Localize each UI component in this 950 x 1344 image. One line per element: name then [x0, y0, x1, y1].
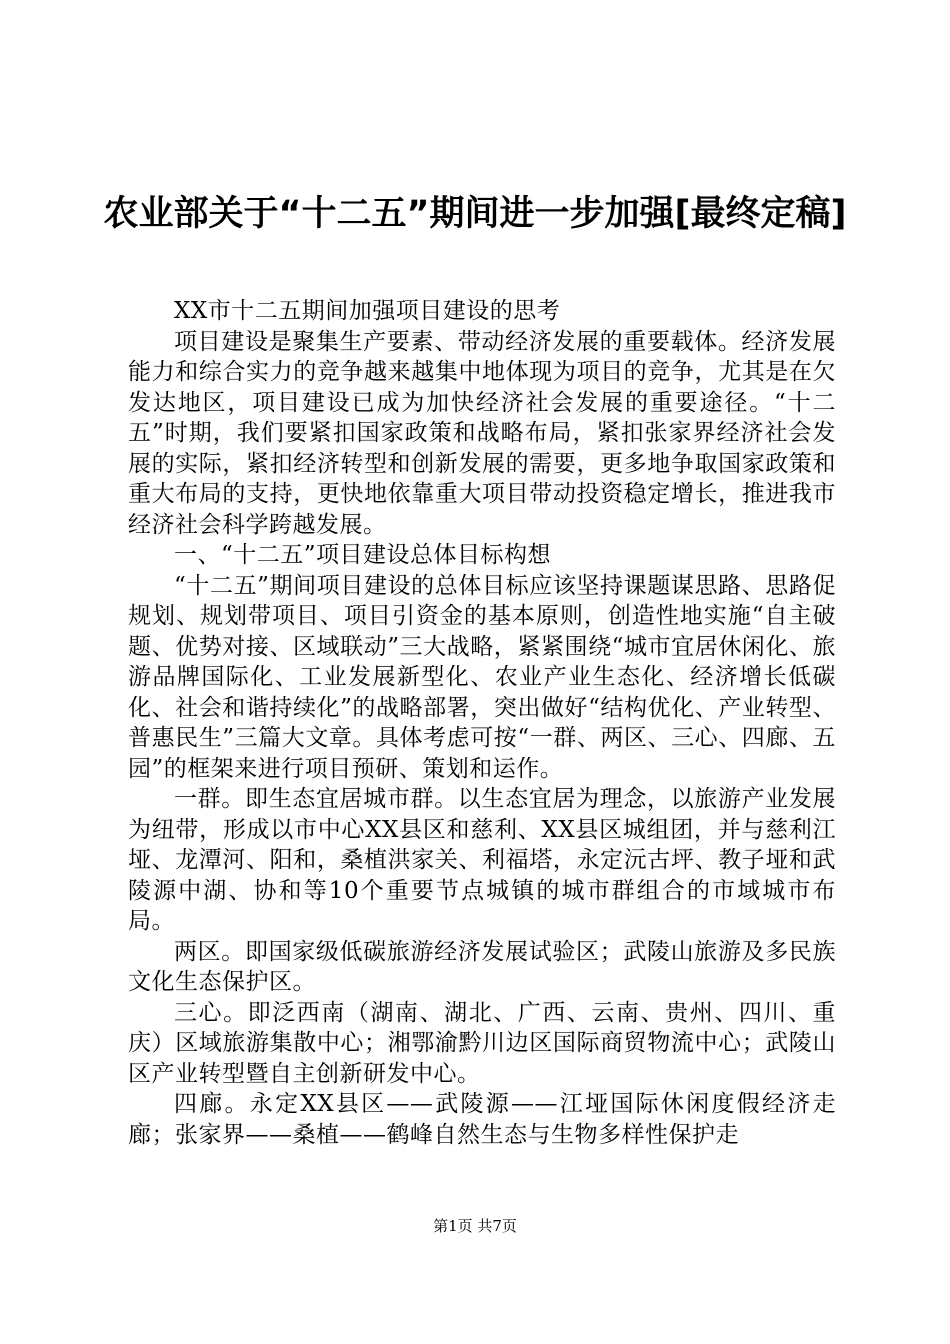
paragraph-overall-goal: “十二五”期间项目建设的总体目标应该坚持课题谋思路、思路促规划、规划带项目、项目引资金的基本原则，创造性地实施“自主破题、优势对接、区域联动”三大战略，紧紧围绕“城市宜居休闲化、旅游品牌国际化、工业发展新型化、农业产业生态化、经济增长低碳化、社会和谐持续化”的战略部署，突出做好“结构优化、产业转型、普惠民生”三篇大文章。具体考虑可按“一群、两区、三心、四廊、五园”的框架来进行项目预研、策划和运作。 — [128, 572, 836, 782]
document-body — [128, 296, 836, 1150]
document-subtitle: XX市十二五期间加强项目建设的思考 — [174, 298, 561, 324]
paragraph-three-centers: 三心。即泛西南（湖南、湖北、广西、云南、贵州、四川、重庆）区域旅游集散中心；湘鄂渝黔川边区国际商贸物流中心；武陵山区产业转型暨自主创新研发中心。 — [128, 999, 836, 1087]
paragraph-intro: 项目建设是聚集生产要素、带动经济发展的重要载体。经济发展能力和综合实力的竞争越来越集中地体现为项目的竞争，尤其是在欠发达地区，项目建设已成为加快经济社会发展的重要途径。“十二五”时期，我们要紧扣国家政策和战略布局，紧扣张家界经济社会发展的实际，紧扣经济转型和创新发展的需要，更多地争取国家政策和重大布局的支持，更快地依靠重大项目带动投资稳定增长，推进我市经济社会科学跨越发展。 — [128, 328, 836, 538]
document-title: 农业部关于“十二五”期间进一步加强[最终定稿] — [103, 194, 847, 234]
page-footer: 第1页 共7页 — [433, 1217, 517, 1235]
paragraph-two-zones: 两区。即国家级低碳旅游经济发展试验区；武陵山旅游及多民族文化生态保护区。 — [128, 938, 836, 995]
paragraph-one-group: 一群。即生态宜居城市群。以生态宜居为理念，以旅游产业发展为纽带，形成以市中心XX县区和慈利、XX县区城组团，并与慈利江垭、龙潭河、阳和，桑植洪家关、利福塔，永定沅古坪、教子垭和武陵源中湖、协和等10个重要节点城镇的城市群组合的市域城市布局。 — [128, 786, 836, 934]
paragraph-four-corridors: 四廊。永定XX县区——武陵源——江垭国际休闲度假经济走廊；张家界——桑植——鹤峰自然生态与生物多样性保护走 — [128, 1091, 836, 1148]
section-heading: 一、“十二五”项目建设总体目标构想 — [174, 542, 552, 568]
